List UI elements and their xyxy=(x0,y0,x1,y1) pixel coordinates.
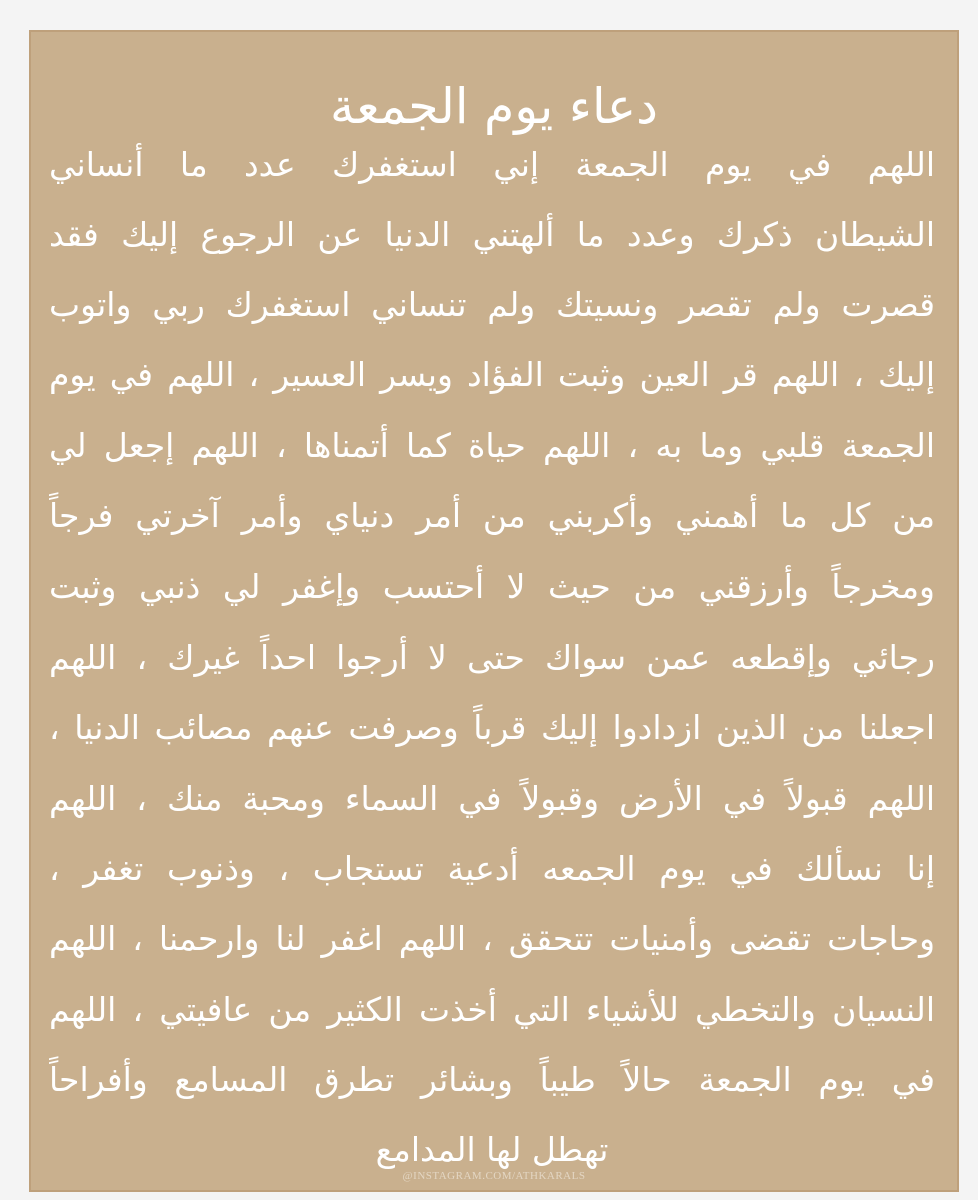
dua-card xyxy=(29,30,959,1192)
dua-text-line: الجمعة قلبي وما به ، اللهم حياة كما أتمناها ، اللهم إجعل لي xyxy=(49,426,935,465)
instagram-credit: @INSTAGRAM.COM/ATHKARALS xyxy=(402,1170,586,1182)
dua-text-line: ومخرجاً وأرزقني من حيث لا أحتسب وإغفر لي ذنبي وثبت xyxy=(49,567,935,606)
dua-text-line: النسيان والتخطي للأشياء التي أخذت الكثير من عافيتي ، اللهم xyxy=(49,990,935,1029)
dua-text-line: اللهم قبولاً في الأرض وقبولاً في السماء ومحبة منك ، اللهم xyxy=(49,779,935,818)
dua-text-line: قصرت ولم تقصر ونسيتك ولم تنساني استغفرك ربي واتوب xyxy=(49,285,935,324)
dua-text-line: في يوم الجمعة حالاً طيباً وبشائر تطرق المسامع وأفراحاً xyxy=(49,1060,935,1099)
dua-text-line: إنا نسألك في يوم الجمعه أدعية تستجاب ، وذنوب تغفر ، xyxy=(49,849,935,888)
dua-text-line: تهطل لها المدامع xyxy=(375,1130,609,1169)
dua-text-line: من كل ما أهمني وأكربني من أمر دنياي وأمر آخرتي فرجاً xyxy=(49,496,935,535)
dua-text-line: الشيطان ذكرك وعدد ما ألهتني الدنيا عن الرجوع إليك فقد xyxy=(49,215,935,254)
dua-title: دعاء يوم الجمعة xyxy=(330,78,658,135)
dua-text-line: إليك ، اللهم قر العين وثبت الفؤاد ويسر العسير ، اللهم في يوم xyxy=(49,355,935,394)
dua-text-line: وحاجات تقضى وأمنيات تتحقق ، اللهم اغفر لنا وارحمنا ، اللهم xyxy=(49,919,935,958)
dua-text-line: اللهم في يوم الجمعة إني استغفرك عدد ما أنساني xyxy=(49,145,935,184)
dua-text-line: رجائي وإقطعه عمن سواك حتى لا أرجوا احداً غيرك ، اللهم xyxy=(49,638,935,677)
dua-text-line: اجعلنا من الذين ازدادوا إليك قرباً وصرفت عنهم مصائب الدنيا ، xyxy=(49,708,935,747)
